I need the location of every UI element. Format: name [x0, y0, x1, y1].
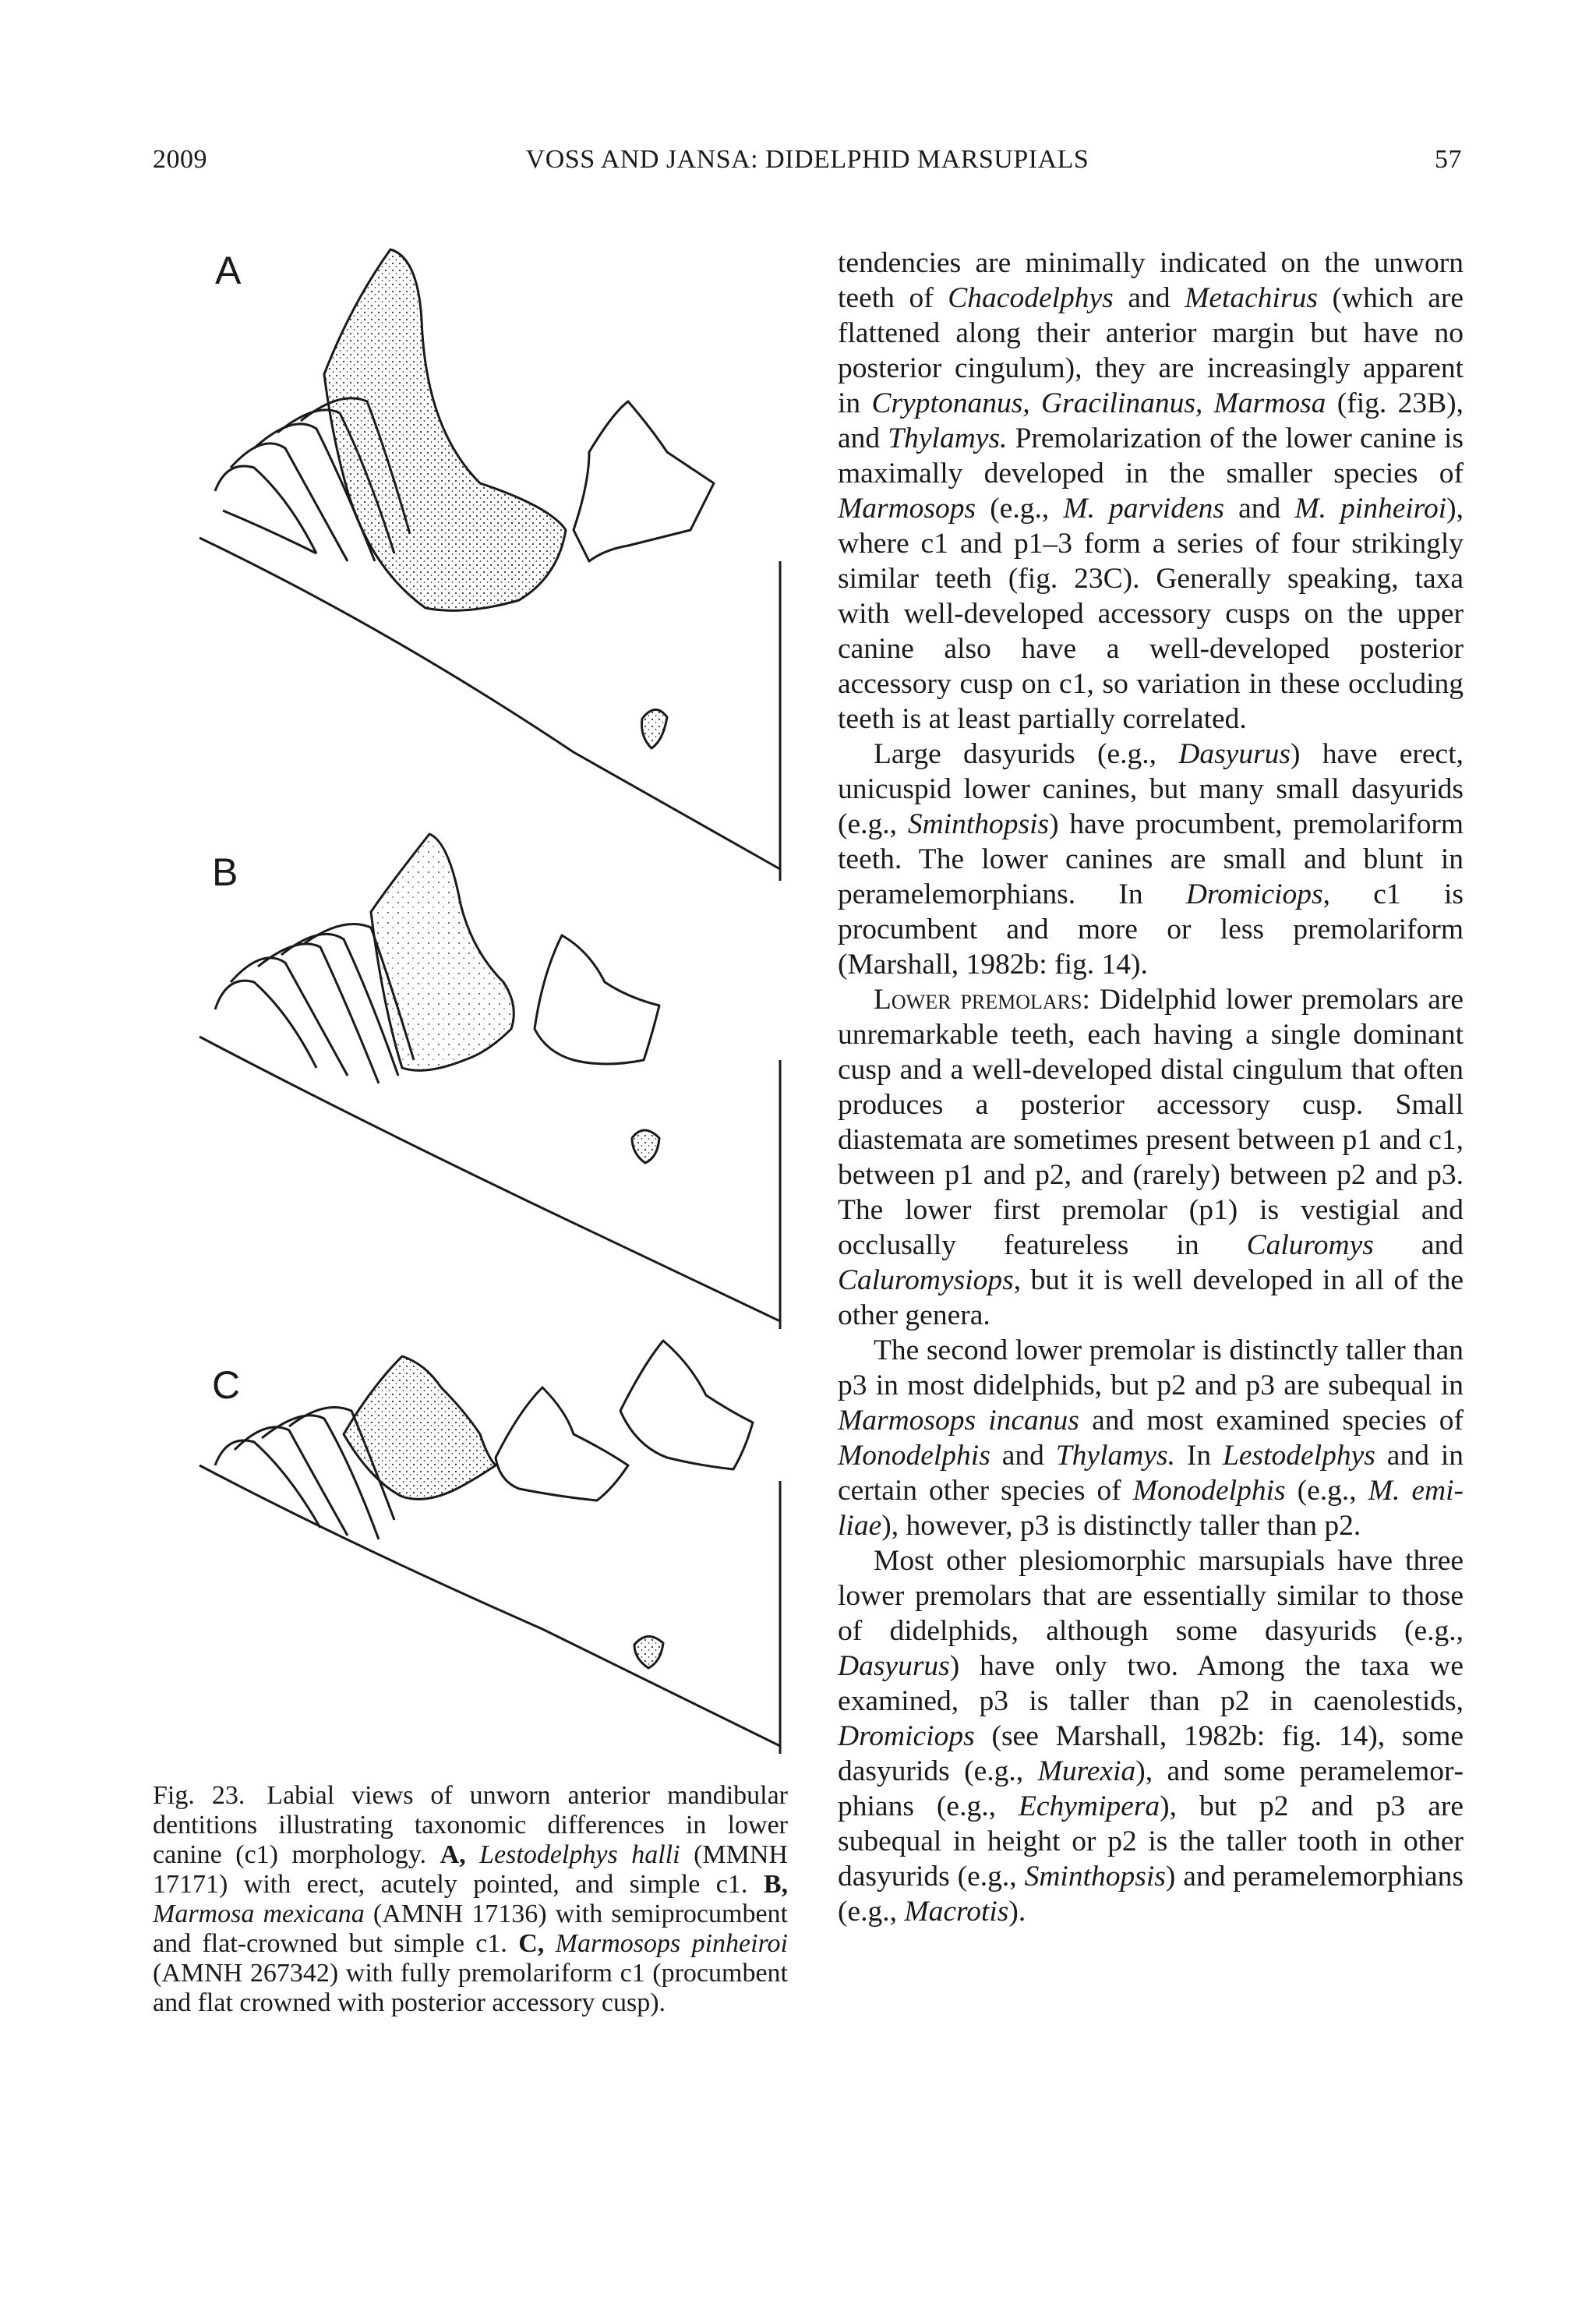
- p1-taxon-4: Thylamys.: [888, 422, 1008, 454]
- p4-taxon-3: Thylamys.: [1055, 1440, 1175, 1472]
- p4-text-3: and: [1001, 1440, 1044, 1472]
- p4-text-5: and in certain other species of: [838, 1440, 1464, 1507]
- p2-text-1: Large dasyurids (e.g.,: [874, 738, 1156, 770]
- header-title: VOSS AND JANSA: DIDELPHID MARSUPIALS: [525, 145, 1089, 174]
- p5-text-1: Most other plesiomorphic marsupials have three lower premolars that are essentially similar to those of didelphids, although some dasyurids (e.g.,: [838, 1545, 1464, 1647]
- p4-text-4: In: [1186, 1440, 1212, 1472]
- paragraph-2: [838, 737, 1464, 982]
- header-year: 2009: [153, 145, 207, 174]
- p4-taxon-1: Marmosops incanus: [838, 1405, 1079, 1437]
- p3-text-2: and: [1421, 1229, 1464, 1261]
- p4-text-7: ), however, p3 is distinctly taller than p2.: [881, 1510, 1361, 1542]
- section-heading-lower-premolars: Lower premolars:: [874, 984, 1090, 1016]
- p4-taxon-6: M. emiliae: [838, 1475, 1464, 1542]
- caption-c-taxon: Marmosops pinheiroi: [555, 1929, 788, 1958]
- p2-taxon-3: Dromiciops: [1185, 878, 1323, 910]
- paragraph-3: [838, 982, 1464, 1333]
- figure-23: [153, 234, 800, 1789]
- p1-taxon-1: Chacodelphys: [948, 282, 1114, 314]
- running-header: [153, 145, 1462, 184]
- caption-a-text: (MMNH 17171) with erect, acutely pointed, and simple c1.: [153, 1840, 788, 1899]
- panel-b-drawing: [200, 834, 780, 1329]
- p4-taxon-2: Monodelphis: [838, 1440, 990, 1472]
- p1-taxon-6: M. parvidens: [1063, 493, 1224, 525]
- paragraph-4: [838, 1333, 1464, 1543]
- figure-caption: [153, 1781, 788, 2018]
- paragraph-1: [838, 246, 1464, 737]
- p1-text-2: and: [1128, 282, 1171, 314]
- caption-c-text: (AMNH 267342) with fully premolariform c1 (procumbent and flat crowned with posterior accessory cusp).: [153, 1959, 788, 2017]
- p2-taxon-2: Sminthopsis: [907, 808, 1050, 840]
- p1-text-8: ), where c1 and p1–3 form a series of four strikingly similar teeth (fig. 23C). Generally speaking, taxa with well-developed accessory cusps on the upper canine also have a well-developed posterior accessory cusp on c1, so variation in these occluding teeth is at least partially correlated.: [838, 493, 1464, 735]
- p1-text-1: tendencies are minimally indicated on the unworn teeth of: [838, 247, 1464, 314]
- p1-text-7: and: [1238, 493, 1281, 525]
- p2-text-2: ) have erect, unicuspid lower canines, but many small dasyurids (e.g.,: [838, 738, 1464, 840]
- panel-a-drawing: [200, 249, 780, 881]
- p5-text-6: ) and peramelemorphians (e.g.,: [838, 1861, 1464, 1928]
- paragraph-5: [838, 1543, 1464, 1929]
- p3-taxon-2: Caluromysiops: [838, 1264, 1014, 1296]
- p1-text-4: (fig. 23B), and: [838, 387, 1464, 454]
- p5-taxon-5: Sminthopsis: [1024, 1861, 1166, 1893]
- caption-text: Labial views of unworn anterior mandibular dentitions illustrating taxonomic differences in lower canine (c1) morphology.: [153, 1781, 789, 1869]
- p5-taxon-2: Dromiciops: [838, 1720, 975, 1752]
- p1-taxon-2: Metachirus: [1185, 282, 1318, 314]
- p3-text-1: Didelphid lower premolars are unremarkable teeth, each having a single dominant cusp and a well-developed distal cingulum that often produces a posterior accessory cusp. Small diastemata are sometimes present between p1 and c1, between p1 and p2, and (rarely) between p2 and p3. The lower first premolar (p1) is vestigial and occlusally featureless in: [838, 984, 1464, 1261]
- p4-taxon-4: Lestodelphys: [1223, 1440, 1375, 1472]
- p4-text-6: (e.g.,: [1297, 1475, 1357, 1507]
- p4-text-1: The second lower premolar is distinctly taller than p3 in most didelphids, but p2 and p3 are subequal in: [838, 1334, 1464, 1401]
- p2-text-3: ) have procumbent, premolariform teeth. The lower canines are small and blunt in peramelemorphians. In: [838, 808, 1464, 910]
- caption-a-taxon: Lestodelphys halli: [479, 1840, 680, 1869]
- panel-c-drawing: [200, 1341, 780, 1754]
- body-column-right: [838, 246, 1464, 1929]
- p2-text-4: , c1 is procumbent and more or less premolariform (Marshall, 1982b: fig. 14).: [838, 878, 1464, 981]
- p5-text-3: (see Marshall, 1982b: fig. 14), some dasyurids (e.g.,: [838, 1720, 1464, 1787]
- p3-text-3: , but it is well developed in all of the other genera.: [838, 1264, 1464, 1331]
- panel-label-c: C: [212, 1363, 241, 1407]
- caption-b-label: B,: [763, 1870, 788, 1899]
- caption-b-taxon: Marmosa mexicana: [153, 1900, 365, 1928]
- p3-taxon-1: Caluromys: [1246, 1229, 1374, 1261]
- p1-taxon-7: M. pinheiroi: [1294, 493, 1447, 525]
- p5-text-2: ) have only two. Among the taxa we examined, p3 is taller than p2 in caenolestids,: [838, 1650, 1464, 1717]
- caption-b-text: (AMNH 17136) with semiprocumbent and flat-crowned but simple c1.: [153, 1900, 788, 1958]
- p1-taxon-5: Marmosops: [838, 493, 976, 525]
- p5-taxon-6: Macrotis: [904, 1896, 1009, 1928]
- panel-label-b: B: [212, 850, 238, 894]
- panel-label-a: A: [215, 249, 242, 292]
- p4-taxon-5: Monodelphis: [1132, 1475, 1286, 1507]
- p5-taxon-3: Murexia: [1037, 1755, 1136, 1787]
- p2-taxon-1: Dasyurus: [1178, 738, 1291, 770]
- p1-text-3: (which are flattened along their anterior margin but have no posterior cingulum), they are increasingly apparent in: [838, 282, 1464, 419]
- p5-taxon-4: Echymipera: [1018, 1790, 1160, 1822]
- p5-text-7: ).: [1008, 1896, 1026, 1928]
- p1-text-5: Premolarization of the lower canine is maximally developed in the smaller species of: [838, 422, 1464, 489]
- p5-taxon-1: Dasyurus: [838, 1650, 950, 1682]
- caption-a-label: A,: [440, 1840, 466, 1869]
- caption-fig-label: Fig. 23.: [153, 1781, 245, 1810]
- page-number: 57: [1435, 145, 1462, 174]
- p5-text-4: ), and some peramelemorphians (e.g.,: [838, 1755, 1464, 1822]
- caption-c-label: C,: [518, 1929, 545, 1958]
- figure-drawing: [153, 234, 800, 1789]
- p1-taxon-3: Cryptonanus, Gracilinanus, Marmosa: [871, 387, 1326, 419]
- p4-text-2: and most examined species of: [1092, 1405, 1464, 1437]
- p1-text-6: (e.g.,: [990, 493, 1050, 525]
- p5-text-5: ), but p2 and p3 are subequal in height or p2 is the taller tooth in other dasyurids (e.g.,: [838, 1790, 1464, 1893]
